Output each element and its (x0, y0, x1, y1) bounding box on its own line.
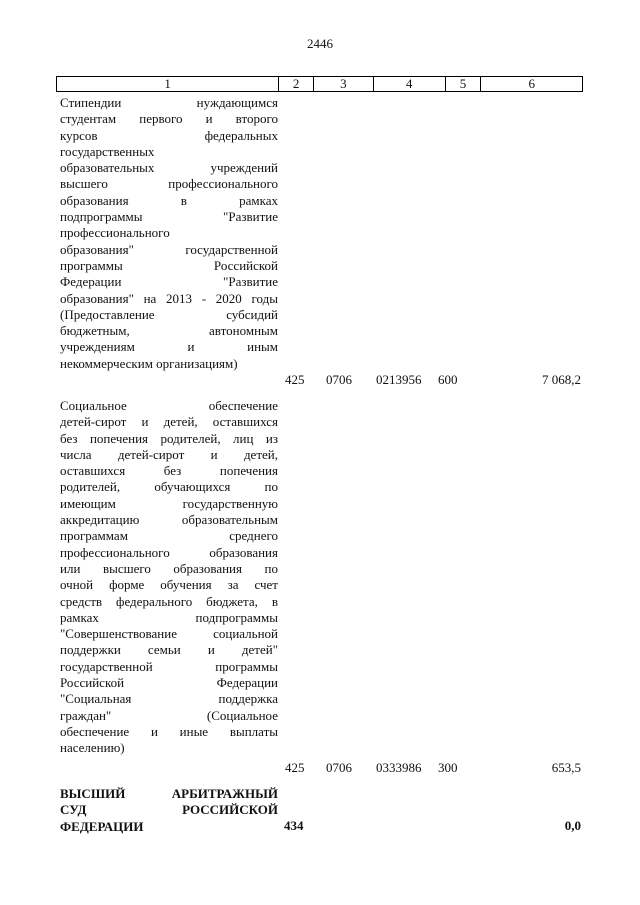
ministry-code: 434 (284, 818, 304, 833)
description-line: обеспечение и иные выплаты (60, 723, 278, 739)
section-code: 0706 (326, 760, 352, 775)
header-col-6: 6 (528, 76, 535, 91)
table-row (56, 786, 583, 846)
table-header (56, 76, 583, 92)
description-line: числа детей-сирот и детей, (60, 446, 278, 462)
description-line: (Предоставление субсидий (60, 306, 278, 322)
description-line: граждан" (Социальное (60, 707, 278, 723)
description-line: профессионального (60, 225, 170, 241)
description-line: "Социальная поддержка (60, 691, 278, 707)
description-line: учреждениям и иным (60, 339, 278, 355)
description-line: рамках подпрограммы (60, 609, 278, 625)
description-line: имеющим государственную (60, 495, 278, 511)
description-line: бюджетным, автономным (60, 323, 278, 339)
description-line: образования" государственной (60, 241, 278, 257)
description-line: программам среднего (60, 528, 278, 544)
description-line: Социальное обеспечение (60, 398, 278, 413)
header-col-4: 4 (374, 77, 446, 91)
table-row (56, 398, 583, 778)
description-line: студентам первого и второго (60, 111, 278, 127)
description-line: СУД РОССИЙСКОЙ (60, 802, 278, 818)
description-line: образования" на 2013 - 2020 годы (60, 290, 278, 306)
description-line: населению) (60, 740, 125, 756)
amount: 0,0 (564, 818, 581, 833)
description-line: образовательных учреждений (60, 160, 278, 176)
description-line: оставшихся без попечения (60, 463, 278, 479)
table-row (56, 95, 583, 385)
amount: 7 068,2 (542, 372, 581, 387)
description-line: средств федерального бюджета, в (60, 593, 278, 609)
description-line: или высшего образования по (60, 560, 278, 576)
row-description (60, 95, 278, 372)
description-line: поддержки семьи и детей" (60, 642, 278, 658)
target-code: 0333986 (376, 760, 422, 775)
description-line: курсов федеральных (60, 127, 278, 143)
description-line: родителей, обучающихся по (60, 479, 278, 495)
description-line: образования в рамках (60, 192, 278, 208)
description-line: подпрограммы "Развитие (60, 209, 278, 225)
expense-type-code: 300 (438, 760, 458, 775)
header-col-2: 2 (279, 77, 314, 91)
description-line: ВЫСШИЙ АРБИТРАЖНЫЙ (60, 786, 278, 801)
description-line: государственных (60, 143, 155, 159)
description-line: профессионального образования (60, 544, 278, 560)
description-line: высшего профессионального (60, 176, 278, 192)
target-code: 0213956 (376, 372, 422, 387)
expense-type-code: 600 (438, 372, 458, 387)
description-line: Российской Федерации (60, 675, 278, 691)
description-line: некоммерческим организациям) (60, 355, 238, 371)
description-line: без попечения родителей, лиц из (60, 430, 278, 446)
row-description (60, 398, 278, 757)
description-line: аккредитацию образовательным (60, 512, 278, 528)
ministry-code: 425 (285, 372, 305, 387)
description-line: Стипендии нуждающимся (60, 95, 278, 110)
header-col-1: 1 (57, 77, 279, 91)
description-line: ФЕДЕРАЦИИ (60, 818, 144, 834)
description-line: Федерации "Развитие (60, 274, 278, 290)
row-description (60, 786, 278, 835)
header-row (56, 76, 583, 92)
amount: 653,5 (551, 760, 581, 775)
description-line: государственной программы (60, 658, 278, 674)
ministry-code: 425 (285, 760, 305, 775)
description-line: "Совершенствование социальной (60, 626, 278, 642)
description-line: детей-сирот и детей, оставшихся (60, 414, 278, 430)
page-number: 2446 (307, 36, 333, 51)
section-code: 0706 (326, 372, 352, 387)
description-line: программы Российской (60, 257, 278, 273)
description-line: очной форме обучения за счет (60, 577, 278, 593)
header-col-3: 3 (314, 77, 374, 91)
header-col-5: 5 (446, 77, 482, 91)
